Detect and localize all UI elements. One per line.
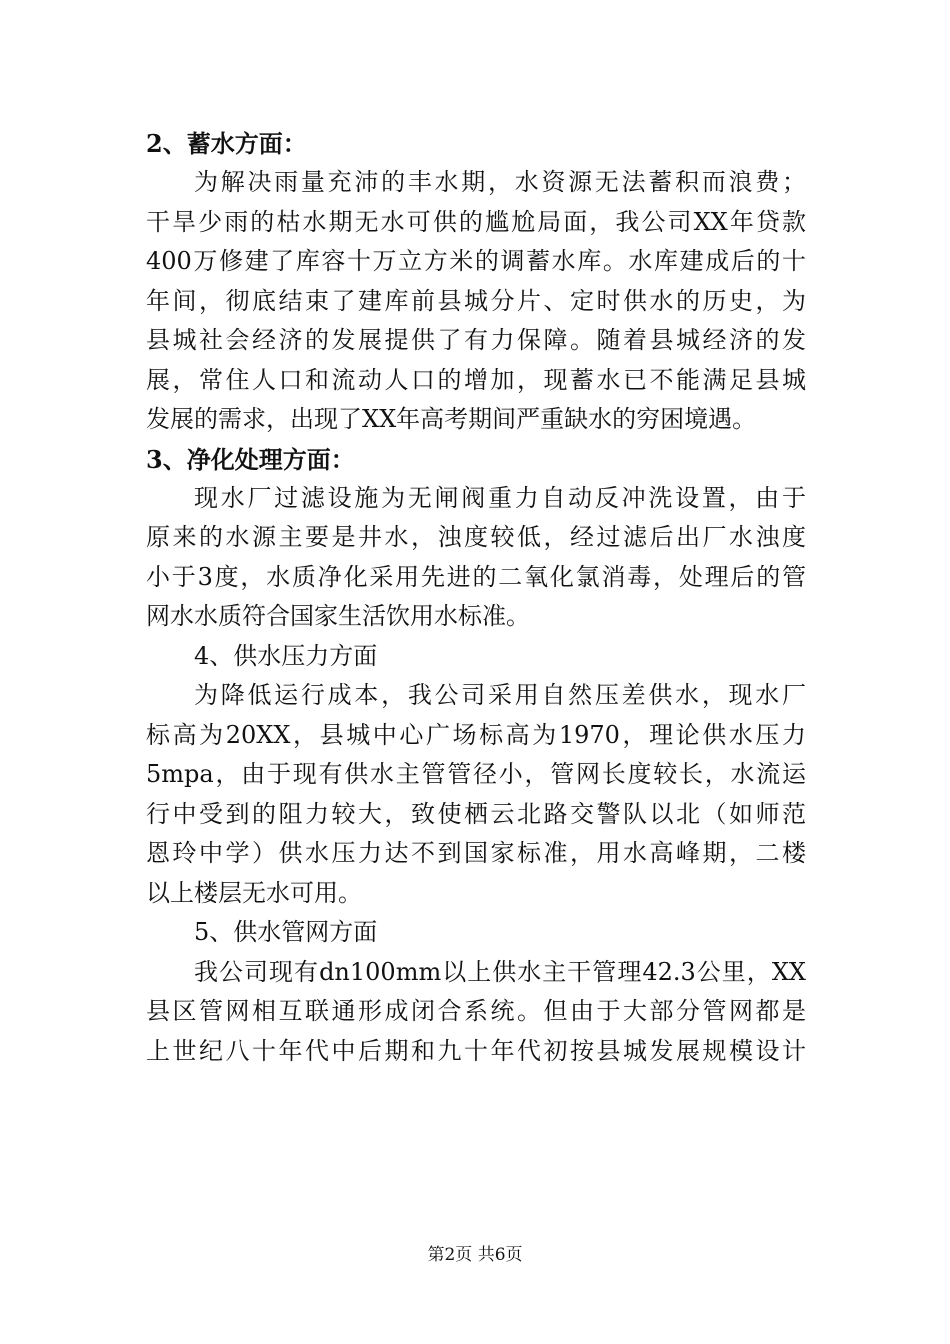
text-line: 上世纪八十年代中后期和九十年代初按县城发展规模设计 <box>146 1036 806 1065</box>
section-heading-pressure: 4、供水压力方面 <box>194 641 378 670</box>
text-line: 以上楼层无水可用。 <box>146 878 362 907</box>
text-line: 展，常住人口和流动人口的增加，现蓄水已不能满足县城 <box>146 365 806 394</box>
text-line: 现水厂过滤设施为无闸阀重力自动反冲洗设置，由于 <box>194 483 806 512</box>
text-line: 发展的需求，出现了XX年高考期间严重缺水的穷困境遇。 <box>146 405 757 433</box>
text-line: 我公司现有dn100mm以上供水主干管理42.3公里，XX <box>194 957 806 986</box>
text-line: 5mpa，由于现有供水主管管径小，管网长度较长，水流运 <box>146 760 806 788</box>
text-line: 400万修建了库容十万立方米的调蓄水库。水库建成后的十 <box>146 247 806 275</box>
paragraph-pressure <box>146 676 806 913</box>
paragraph-purification <box>146 479 806 637</box>
text-line: 行中受到的阻力较大，致使栖云北路交警队以北（如师范 <box>146 799 806 828</box>
text-line: 标高为20XX，县城中心广场标高为1970，理论供水压力 <box>146 720 806 749</box>
text-line: 恩玲中学）供水压力达不到国家标准，用水高峰期，二楼 <box>146 839 806 867</box>
section-heading-purification: 3、净化处理方面： <box>146 444 355 474</box>
text-line: 年间，彻底结束了建库前县城分片、定时供水的历史，为 <box>146 286 806 315</box>
text-line: 原来的水源主要是井水，浊度较低，经过滤后出厂水浊度 <box>146 523 806 551</box>
paragraph-storage <box>146 163 806 440</box>
text-line: 小于3度，水质净化采用先进的二氧化氯消毒，处理后的管 <box>146 562 806 591</box>
section-heading-storage: 2、蓄水方面： <box>146 129 307 158</box>
text-line: 县城社会经济的发展提供了有力保障。随着县城经济的发 <box>146 326 806 354</box>
text-line: 县区管网相互联通形成闭合系统。但由于大部分管网都是 <box>146 997 806 1025</box>
text-line: 为降低运行成本，我公司采用自然压差供水，现水厂 <box>194 681 806 709</box>
text-line: 为解决雨量充沛的丰水期，水资源无法蓄积而浪费； <box>194 168 806 196</box>
paragraph-network <box>146 953 806 1072</box>
page-number-footer: 第2页 共6页 <box>427 1245 523 1265</box>
document-body <box>146 124 806 1071</box>
section-heading-network: 5、供水管网方面 <box>194 918 378 946</box>
text-line: 干旱少雨的枯水期无水可供的尴尬局面，我公司XX年贷款 <box>146 207 806 236</box>
text-line: 网水水质符合国家生活饮用水标准。 <box>146 602 530 630</box>
